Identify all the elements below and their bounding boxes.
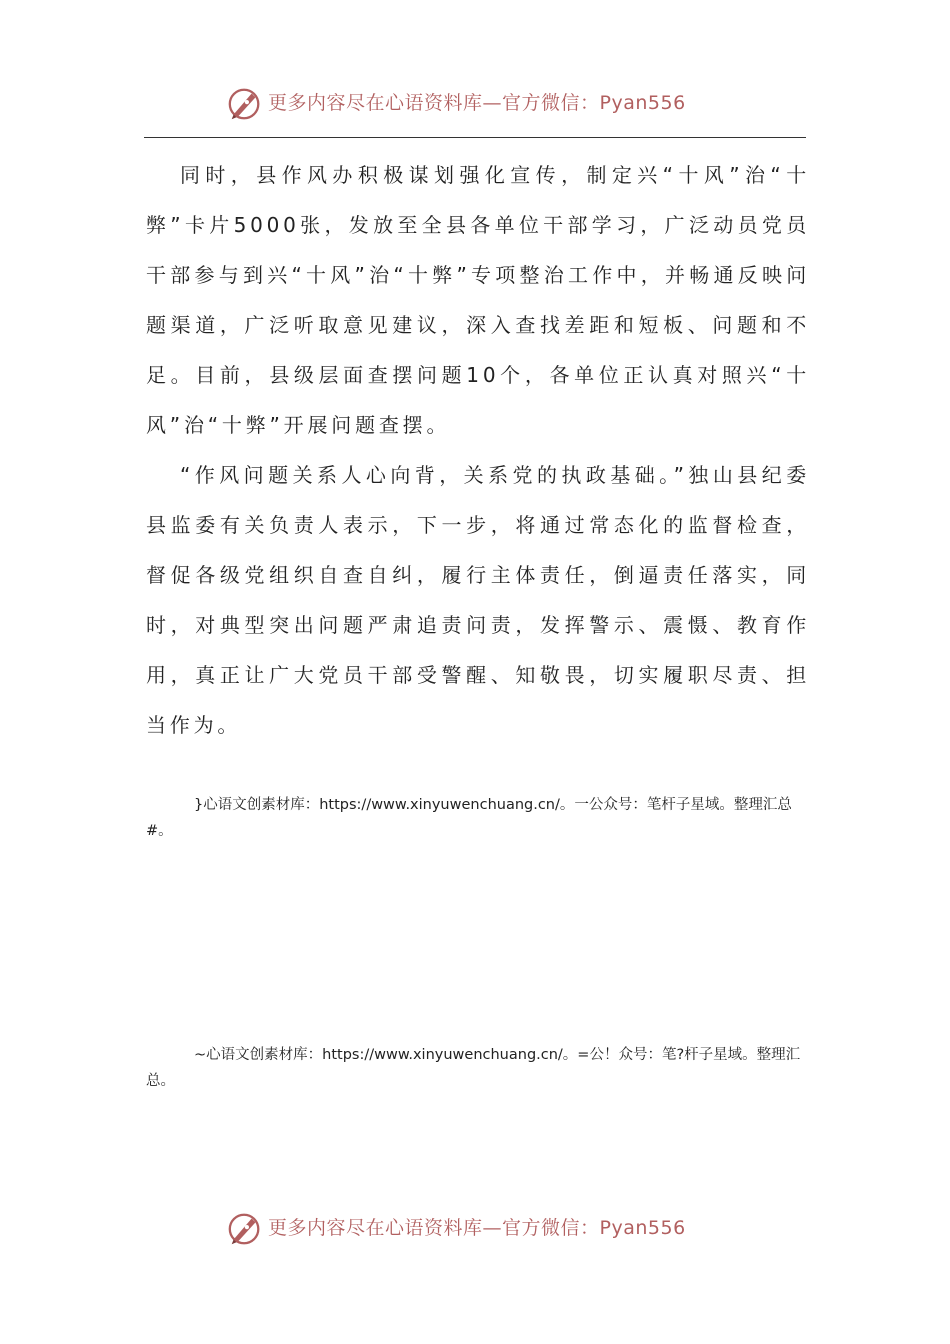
header-banner-label: 更多内容尽在心语资料库—官方微信： [268,92,600,114]
paragraph-1: 同时，县作风办积极谋划强化宣传，制定兴“十风”治“十弊”卡片5000张，发放至全县各单位干部学习，广泛动员党员干部参与到兴“十风”治“十弊”专项整治工作中，并畅通反映问题渠道，广泛听取意见建议，深入查找差距和短板、问题和不足。目前，县级层面查摆问题10个，各单位正认真对照兴“十风”治“十弊”开展问题查摆。 [146,163,810,437]
source-note-2: ~心语文创素材库：https://www.xinyuwenchuang.cn/。=公！众号：笔?杆子星域。整理汇总。 [146,1047,801,1089]
pen-logo-icon [226,85,264,123]
footer-wechat-id: Pyan556 [599,1217,686,1239]
footer-banner [0,1207,950,1251]
article-body [146,150,810,750]
source-note-1: }心语文创素材库：https://www.xinyuwenchuang.cn/。一公众号：笔杆子星域。整理汇总#。 [146,797,792,839]
footer-banner-label: 更多内容尽在心语资料库—官方微信： [268,1217,600,1239]
paragraph-2: “作风问题关系人心向背，关系党的执政基础。”独山县纪委县监委有关负责人表示，下一步，将通过常态化的监督检查，督促各级党组织自查自纠，履行主体责任，倒逼责任落实，同时，对典型突出问题严肃追责问责，发挥警示、震慑、教育作用，真正让广大党员干部受警醒、知敬畏，切实履职尽责、担当作为。 [146,463,810,737]
header-divider [144,137,806,138]
header-banner-text [268,90,686,116]
header-wechat-id: Pyan556 [599,92,686,114]
pen-logo-icon [226,1210,264,1248]
header-banner [0,82,950,126]
footer-banner-text [268,1215,686,1241]
